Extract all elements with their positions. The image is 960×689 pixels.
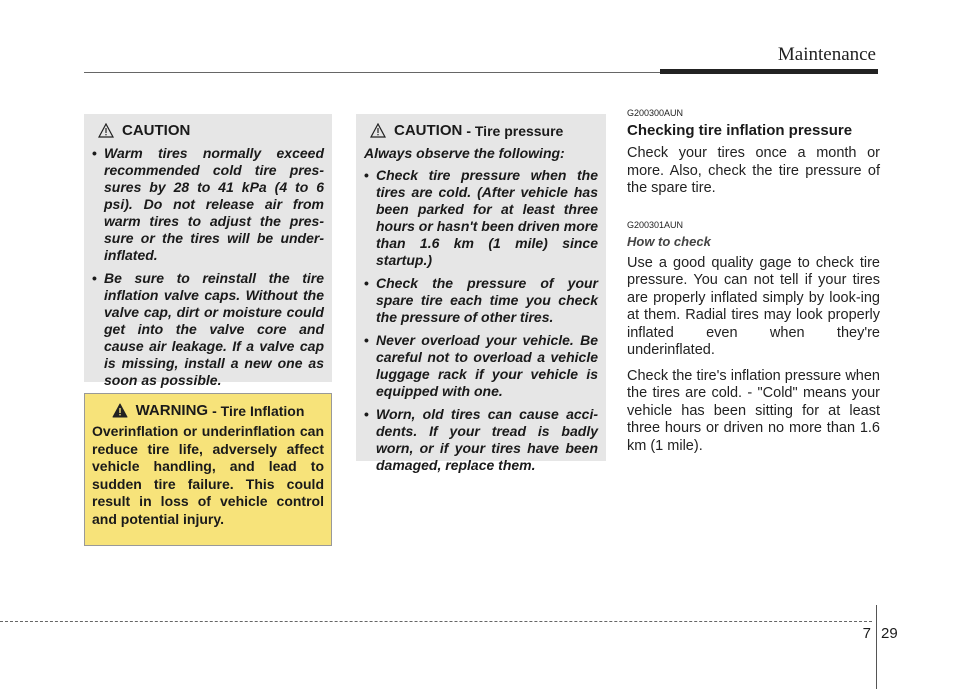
- caution-title: CAUTION: [92, 122, 324, 139]
- caution-title: CAUTION - Tire pressure: [364, 122, 598, 139]
- footer-dashed-rule: [0, 621, 872, 622]
- section-heading: Checking tire inflation pressure: [627, 122, 853, 139]
- warning-title: WARNING - Tire Inflation: [92, 402, 324, 419]
- list-item: • Check the pressure of your spare tire each time you check the pressure of other tires.: [364, 275, 598, 326]
- caution-box-tire-pressure: [356, 114, 606, 473]
- paragraph: Use a good quality gage to check tire pressure. You can not tell if your tires are properly inflated simply by look-ing at them. Radial tires may look properly inflated even when they're underinflated.: [627, 254, 880, 358]
- section-checking-pressure: [627, 108, 880, 463]
- warning-box-tire-inflation: [84, 393, 332, 546]
- section-code: G200301AUN: [627, 219, 684, 230]
- chapter-number: 7: [862, 625, 871, 642]
- caution-box-warm-tires: [84, 114, 332, 388]
- paragraph: Check the tire's inflation pressure when the tires are cold. - "Cold" means your vehicle has been sitting for at least three hours or driven no more than 1.6 km (1 mile).: [627, 367, 880, 454]
- caution-list: [92, 145, 324, 389]
- header-rule-thick: [660, 69, 878, 74]
- list-item: • Warm tires normally exceed recommended cold tire pres-sures by 28 to 41 kPa (4 to 6 psi). Do not release air from warm tires to adjust the pres-sure or the tires will be under-inflated.: [92, 145, 324, 264]
- page-number: 29: [881, 625, 898, 642]
- caution-list: [364, 167, 598, 474]
- footer-vertical-rule: [876, 605, 877, 689]
- warning-text: Overinflation or underinflation can reduce tire life, adversely affect vehicle handling, and lead to sudden tire failure. This could result in loss of vehicle control and potential injury.: [92, 423, 324, 527]
- list-item: • Be sure to reinstall the tire inflation valve caps. Without the valve cap, dirt or moisture could get into the valve core and cause air leakage. If a valve cap is missing, install a new one as soon as possible.: [92, 270, 324, 389]
- list-item: • Never overload your vehicle. Be careful not to overload a vehicle luggage rack if your vehicle is equipped with one.: [364, 332, 598, 400]
- section-code: G200300AUN: [627, 108, 684, 118]
- section-subheading: How to check: [627, 233, 711, 249]
- caution-intro: Always observe the following:: [364, 145, 565, 161]
- header-rule-thin: [84, 72, 664, 73]
- header-title: Maintenance: [777, 44, 876, 65]
- list-item: • Check tire pressure when the tires are cold. (After vehicle has been parked for at least three hours or hasn't been driven more than 1.6 km (1 mile) since startup.): [364, 167, 598, 269]
- list-item: • Worn, old tires can cause acci-dents. If your tread is badly worn, or if your tires have been damaged, replace them.: [364, 406, 598, 474]
- caution-triangle-icon: [370, 123, 386, 138]
- warning-triangle-icon: [112, 403, 128, 418]
- paragraph: Check your tires once a month or more. Also, check the tire pressure of the spare tire.: [627, 145, 880, 196]
- caution-triangle-icon: [98, 123, 114, 138]
